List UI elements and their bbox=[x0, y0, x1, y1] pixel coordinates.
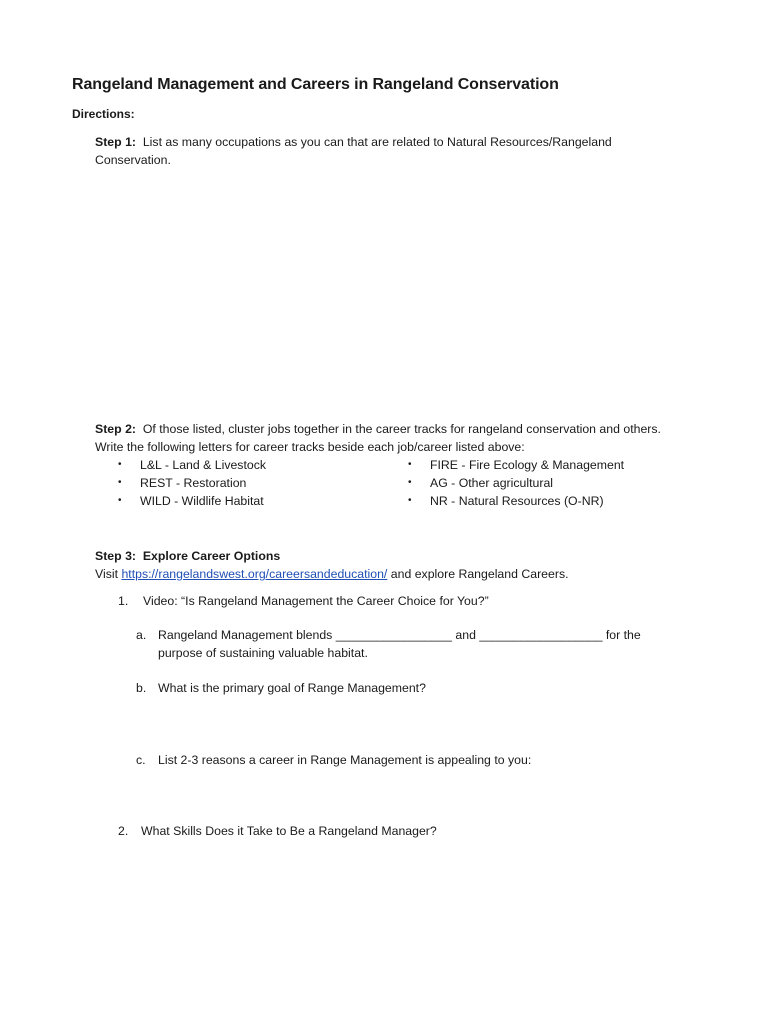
bullet-icon: • bbox=[408, 495, 412, 506]
bullet-icon: • bbox=[118, 495, 122, 506]
careers-link[interactable]: https://rangelandswest.org/careersandeducation/ bbox=[121, 567, 388, 581]
career-track-rest: REST - Restoration bbox=[140, 476, 247, 490]
step3-title: Explore Career Options bbox=[142, 549, 281, 563]
step1-line1 bbox=[95, 133, 612, 151]
item1a-line2: purpose of sustaining valuable habitat. bbox=[158, 646, 368, 660]
step2-line2: Write the following letters for career tracks beside each job/career listed above: bbox=[95, 440, 525, 454]
step2-label: Step 2: bbox=[95, 422, 136, 436]
step1-text: List as many occupations as you can that are related to Natural Resources/Rangeland bbox=[142, 135, 612, 149]
bullet-icon: • bbox=[408, 459, 412, 470]
item1b-text: What is the primary goal of Range Management? bbox=[158, 681, 426, 695]
step3-heading bbox=[95, 547, 280, 565]
step2-line1 bbox=[95, 420, 661, 438]
career-track-ag: AG - Other agricultural bbox=[430, 476, 554, 490]
career-track-nr: NR - Natural Resources (O-NR) bbox=[430, 494, 604, 508]
career-track-ll: L&L - Land & Livestock bbox=[140, 458, 267, 472]
item1-text: Video: “Is Rangeland Management the Career Choice for You?” bbox=[143, 594, 489, 608]
item1b-letter: b. bbox=[136, 681, 147, 695]
item1a-letter: a. bbox=[136, 628, 147, 642]
directions-heading: Directions: bbox=[72, 107, 135, 121]
item1-number: 1. bbox=[118, 594, 129, 608]
item2-text: What Skills Does it Take to Be a Rangeland Manager? bbox=[141, 824, 437, 838]
bullet-icon: • bbox=[118, 459, 122, 470]
step3-visit-line bbox=[95, 565, 569, 583]
page-title: Rangeland Management and Careers in Rangeland Conservation bbox=[72, 76, 559, 93]
item1a-line1: Rangeland Management blends _________________ and __________________ for the bbox=[158, 628, 641, 642]
bullet-icon: • bbox=[118, 477, 122, 488]
step3-label: Step 3: bbox=[95, 549, 136, 563]
item2-number: 2. bbox=[118, 824, 129, 838]
visit-prefix: Visit bbox=[95, 567, 119, 581]
step1-line2: Conservation. bbox=[95, 153, 171, 167]
career-track-fire: FIRE - Fire Ecology & Management bbox=[430, 458, 625, 472]
career-track-wild: WILD - Wildlife Habitat bbox=[140, 494, 264, 508]
bullet-icon: • bbox=[408, 477, 412, 488]
item1c-letter: c. bbox=[136, 753, 146, 767]
item1c-text: List 2-3 reasons a career in Range Management is appealing to you: bbox=[158, 753, 532, 767]
visit-suffix: and explore Rangeland Careers. bbox=[390, 567, 569, 581]
step1-label: Step 1: bbox=[95, 135, 136, 149]
step2-text: Of those listed, cluster jobs together in the career tracks for rangeland conservation and others. bbox=[142, 422, 661, 436]
